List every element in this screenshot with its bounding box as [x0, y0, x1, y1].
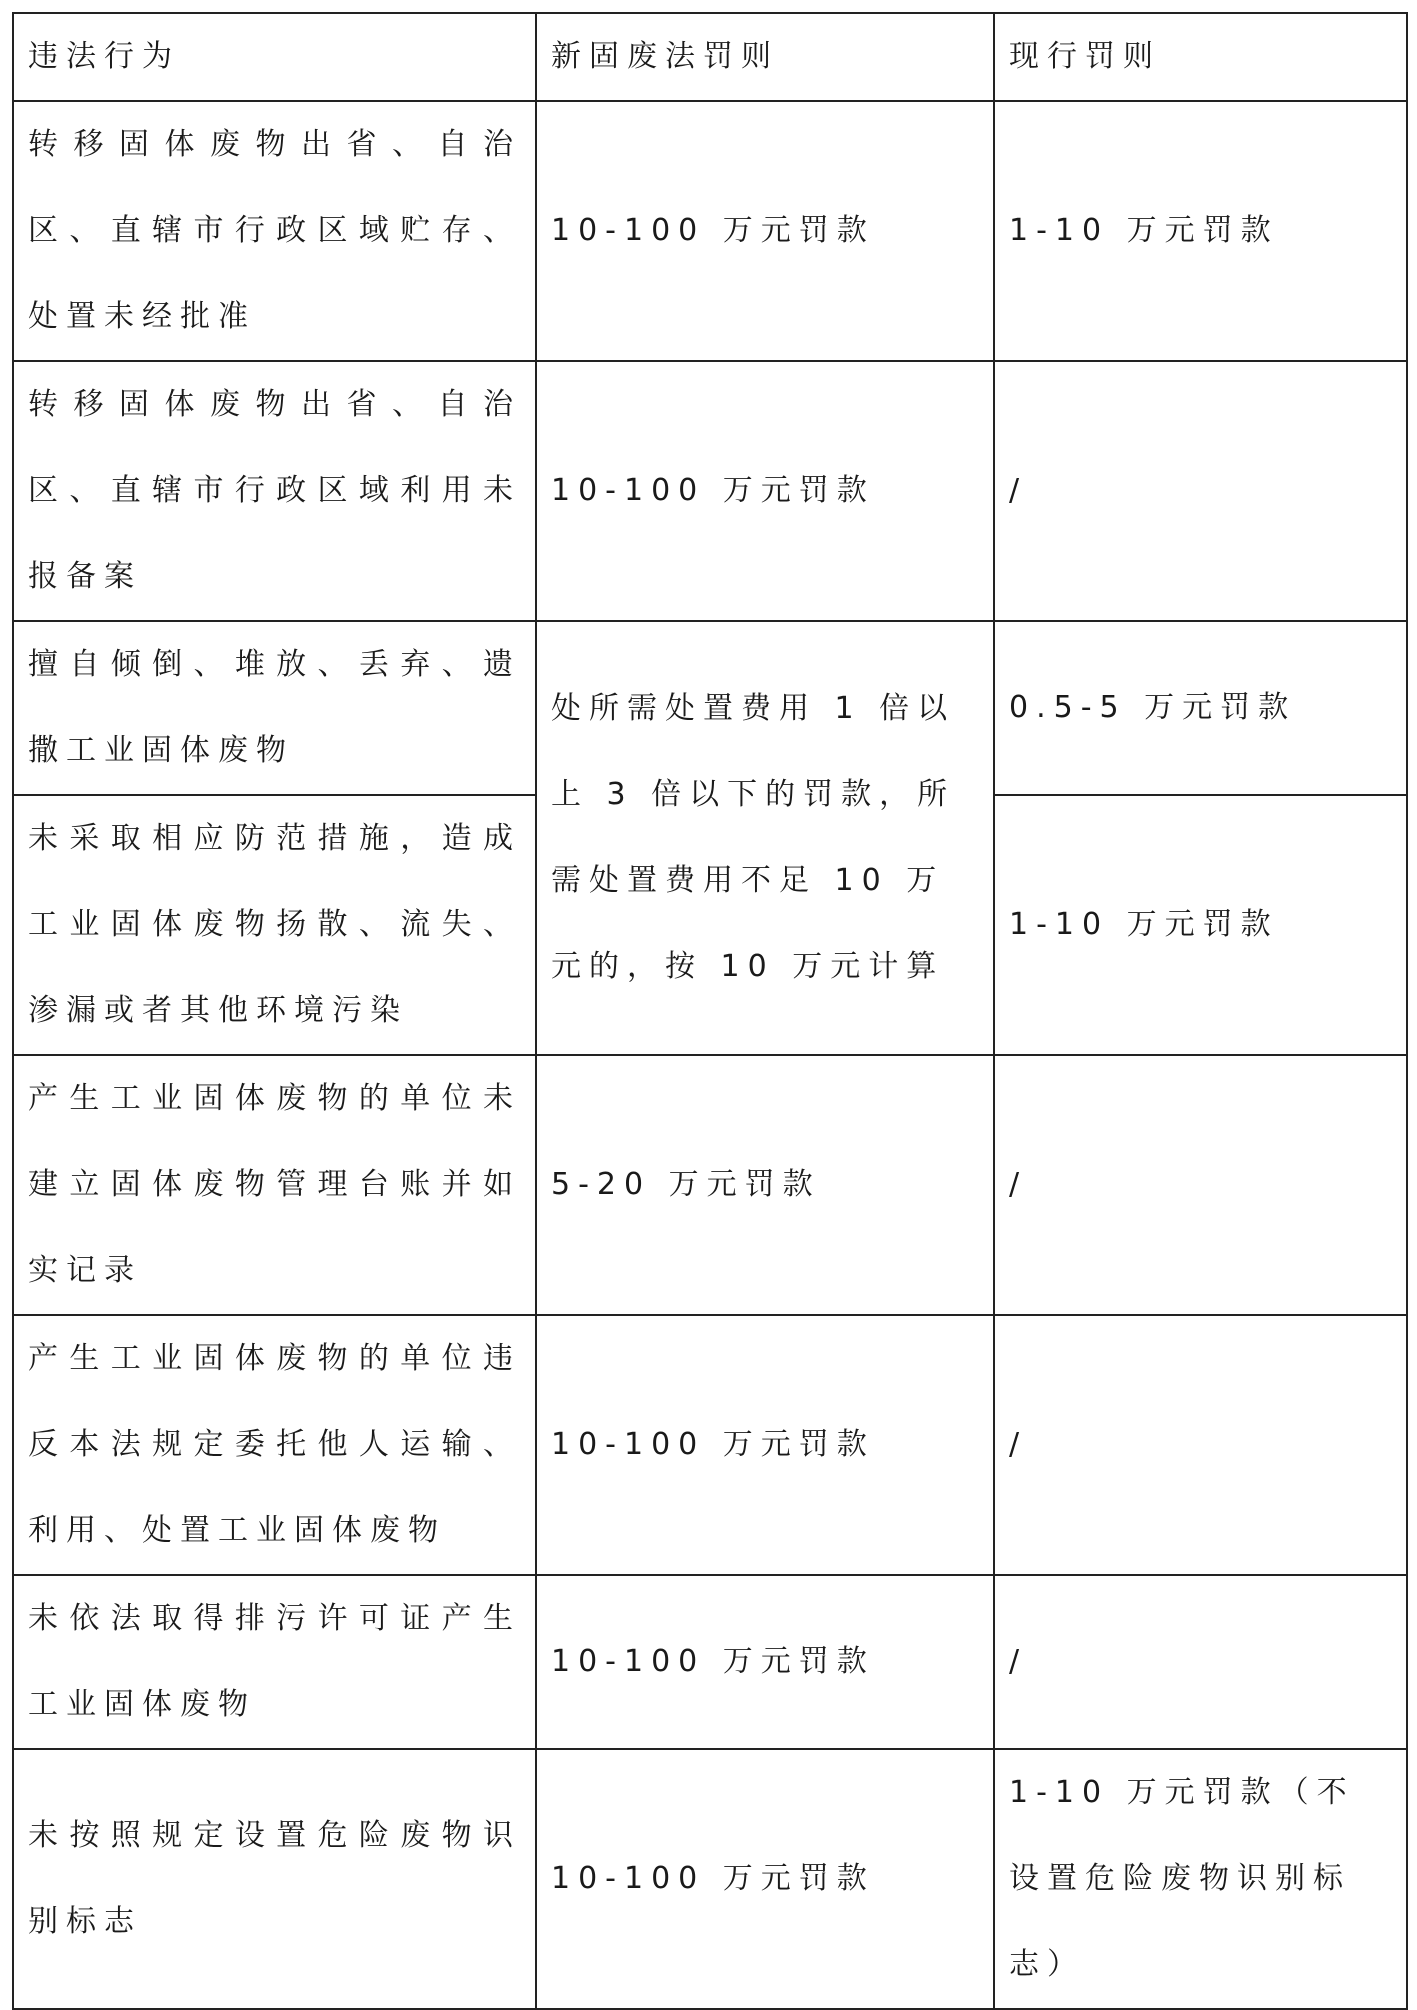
violation-cell: 擅自倾倒、堆放、丢弃、遗撒工业固体废物	[13, 621, 536, 795]
header-violation: 违法行为	[13, 13, 536, 101]
violation-cell: 产生工业固体废物的单位未建立固体废物管理台账并如实记录	[13, 1055, 536, 1315]
current-penalty-cell: /	[994, 1055, 1407, 1315]
table-row	[13, 1749, 1407, 2009]
new-penalty-cell: 10-100 万元罚款	[536, 1749, 994, 2009]
current-penalty-cell: /	[994, 361, 1407, 621]
violation-cell: 产生工业固体废物的单位违反本法规定委托他人运输、利用、处置工业固体废物	[13, 1315, 536, 1575]
penalty-comparison-table	[12, 12, 1408, 2010]
table-row	[13, 101, 1407, 361]
table-header-row	[13, 13, 1407, 101]
current-penalty-cell: 1-10 万元罚款	[994, 101, 1407, 361]
new-penalty-cell: 5-20 万元罚款	[536, 1055, 994, 1315]
current-penalty-cell: /	[994, 1315, 1407, 1575]
violation-cell: 未依法取得排污许可证产生工业固体废物	[13, 1575, 536, 1749]
new-penalty-cell: 10-100 万元罚款	[536, 361, 994, 621]
current-penalty-cell: /	[994, 1575, 1407, 1749]
new-penalty-cell: 10-100 万元罚款	[536, 1315, 994, 1575]
table-row	[13, 621, 1407, 795]
violation-cell: 未按照规定设置危险废物识别标志	[13, 1749, 536, 2009]
table-row	[13, 1315, 1407, 1575]
violation-cell: 转移固体废物出省、自治区、直辖市行政区域利用未报备案	[13, 361, 536, 621]
current-penalty-cell: 1-10 万元罚款（不设置危险废物识别标志）	[994, 1749, 1407, 2009]
current-penalty-cell: 1-10 万元罚款	[994, 795, 1407, 1055]
violation-cell: 未采取相应防范措施，造成工业固体废物扬散、流失、渗漏或者其他环境污染	[13, 795, 536, 1055]
new-penalty-cell-merged: 处所需处置费用 1 倍以上 3 倍以下的罚款，所需处置费用不足 10 万元的，按 10 万元计算	[536, 621, 994, 1055]
table-row	[13, 361, 1407, 621]
new-penalty-cell: 10-100 万元罚款	[536, 1575, 994, 1749]
violation-cell: 转移固体废物出省、自治区、直辖市行政区域贮存、处置未经批准	[13, 101, 536, 361]
header-new-penalty: 新固废法罚则	[536, 13, 994, 101]
new-penalty-cell: 10-100 万元罚款	[536, 101, 994, 361]
table-row	[13, 1575, 1407, 1749]
current-penalty-cell: 0.5-5 万元罚款	[994, 621, 1407, 795]
header-current-penalty: 现行罚则	[994, 13, 1407, 101]
table-row	[13, 1055, 1407, 1315]
